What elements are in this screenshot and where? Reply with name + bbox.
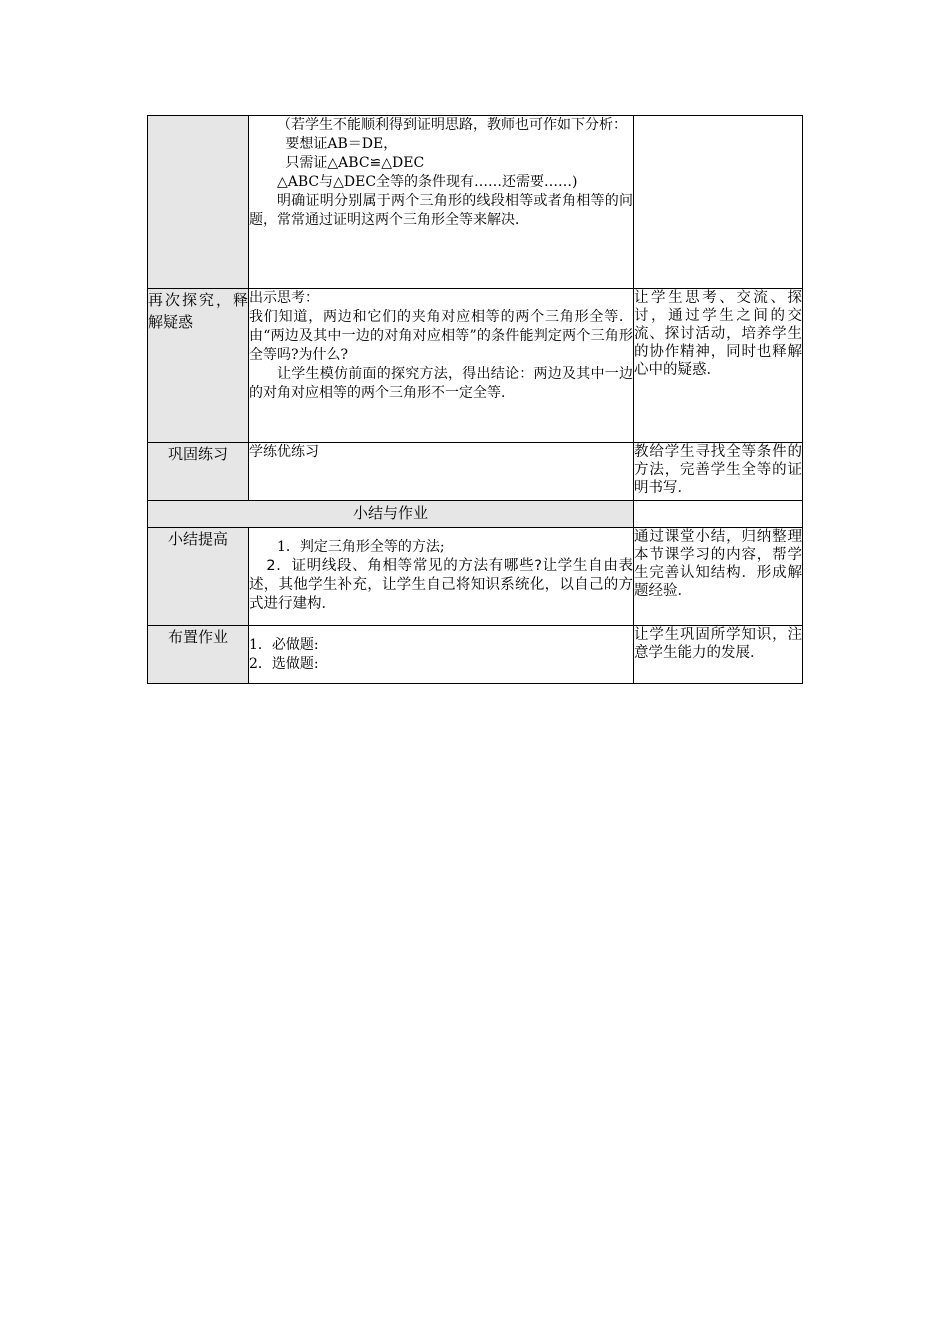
analysis-line-5: 明确证明分别属于两个三角形的线段相等或者角相等的问题，常常通过证明这两个三角形全等来解决．: [249, 193, 633, 228]
row-note-explore: 让学生思考、交流、探讨，通过学生之间的交流、探讨活动，培养学生的协作精神，同时也释解心中的疑惑．: [634, 289, 803, 443]
row-note-practice: 教给学生寻找全等条件的方法，完善学生全等的证明书写．: [634, 443, 803, 501]
homework-line-2: 2．选做题:: [249, 656, 319, 672]
row-note-analysis: [634, 116, 803, 289]
table-row-practice: [148, 443, 803, 501]
table-row-summary: [148, 528, 803, 626]
row-label-homework: 布置作业: [148, 626, 249, 684]
row-content-practice: [249, 443, 634, 501]
analysis-line-4: △ABC与△DEC全等的条件现有……还需要……): [277, 174, 578, 190]
summary-line-1: 1．判定三角形全等的方法;: [277, 539, 445, 555]
explore-line-1: 出示思考：: [249, 290, 319, 306]
row-label-analysis: [148, 116, 249, 289]
analysis-line-1: （若学生不能顺利得到证明思路，教师也可作如下分析：: [277, 117, 627, 133]
section-title-blank: [634, 501, 803, 528]
row-note-summary: 通过课堂小结，归纳整理本节课学习的内容，帮学生完善认知结构．形成解题经验．: [634, 528, 803, 626]
analysis-line-3: 只需证△ABC≌△DEC: [285, 155, 425, 171]
section-title: 小结与作业: [148, 501, 634, 528]
homework-line-1: 1．必做题:: [249, 637, 319, 653]
row-content-homework: [249, 626, 634, 684]
lesson-plan-table: [147, 115, 803, 684]
practice-content: 学练优练习: [249, 444, 319, 460]
row-label-practice: 巩固练习: [148, 443, 249, 501]
table-row-section: [148, 501, 803, 528]
row-content-explore: [249, 289, 634, 443]
explore-line-2: 我们知道，两边和它们的夹角对应相等的两个三角形全等．由“两边及其中一边的对角对应相等”的条件能判定两个三角形全等吗?为什么?: [249, 309, 633, 363]
table-row-explore: [148, 289, 803, 443]
row-label-summary: 小结提高: [148, 528, 249, 626]
row-content-analysis: [249, 116, 634, 289]
explore-line-3: 让学生模仿前面的探究方法，得出结论：两边及其中一边的对角对应相等的两个三角形不一定全等．: [249, 366, 633, 401]
row-label-explore: 再次探究，释解疑惑: [148, 289, 249, 443]
analysis-line-2: 要想证AB＝DE，: [285, 136, 398, 152]
table-row-analysis: [148, 116, 803, 289]
table-row-homework: [148, 626, 803, 684]
row-content-summary: [249, 528, 634, 626]
row-note-homework: 让学生巩固所学知识，注意学生能力的发展．: [634, 626, 803, 684]
summary-line-2: 2．证明线段、角相等常见的方法有哪些?让学生自由表述，其他学生补充，让学生自己将知识系统化，以自己的方式进行建构．: [249, 558, 633, 612]
